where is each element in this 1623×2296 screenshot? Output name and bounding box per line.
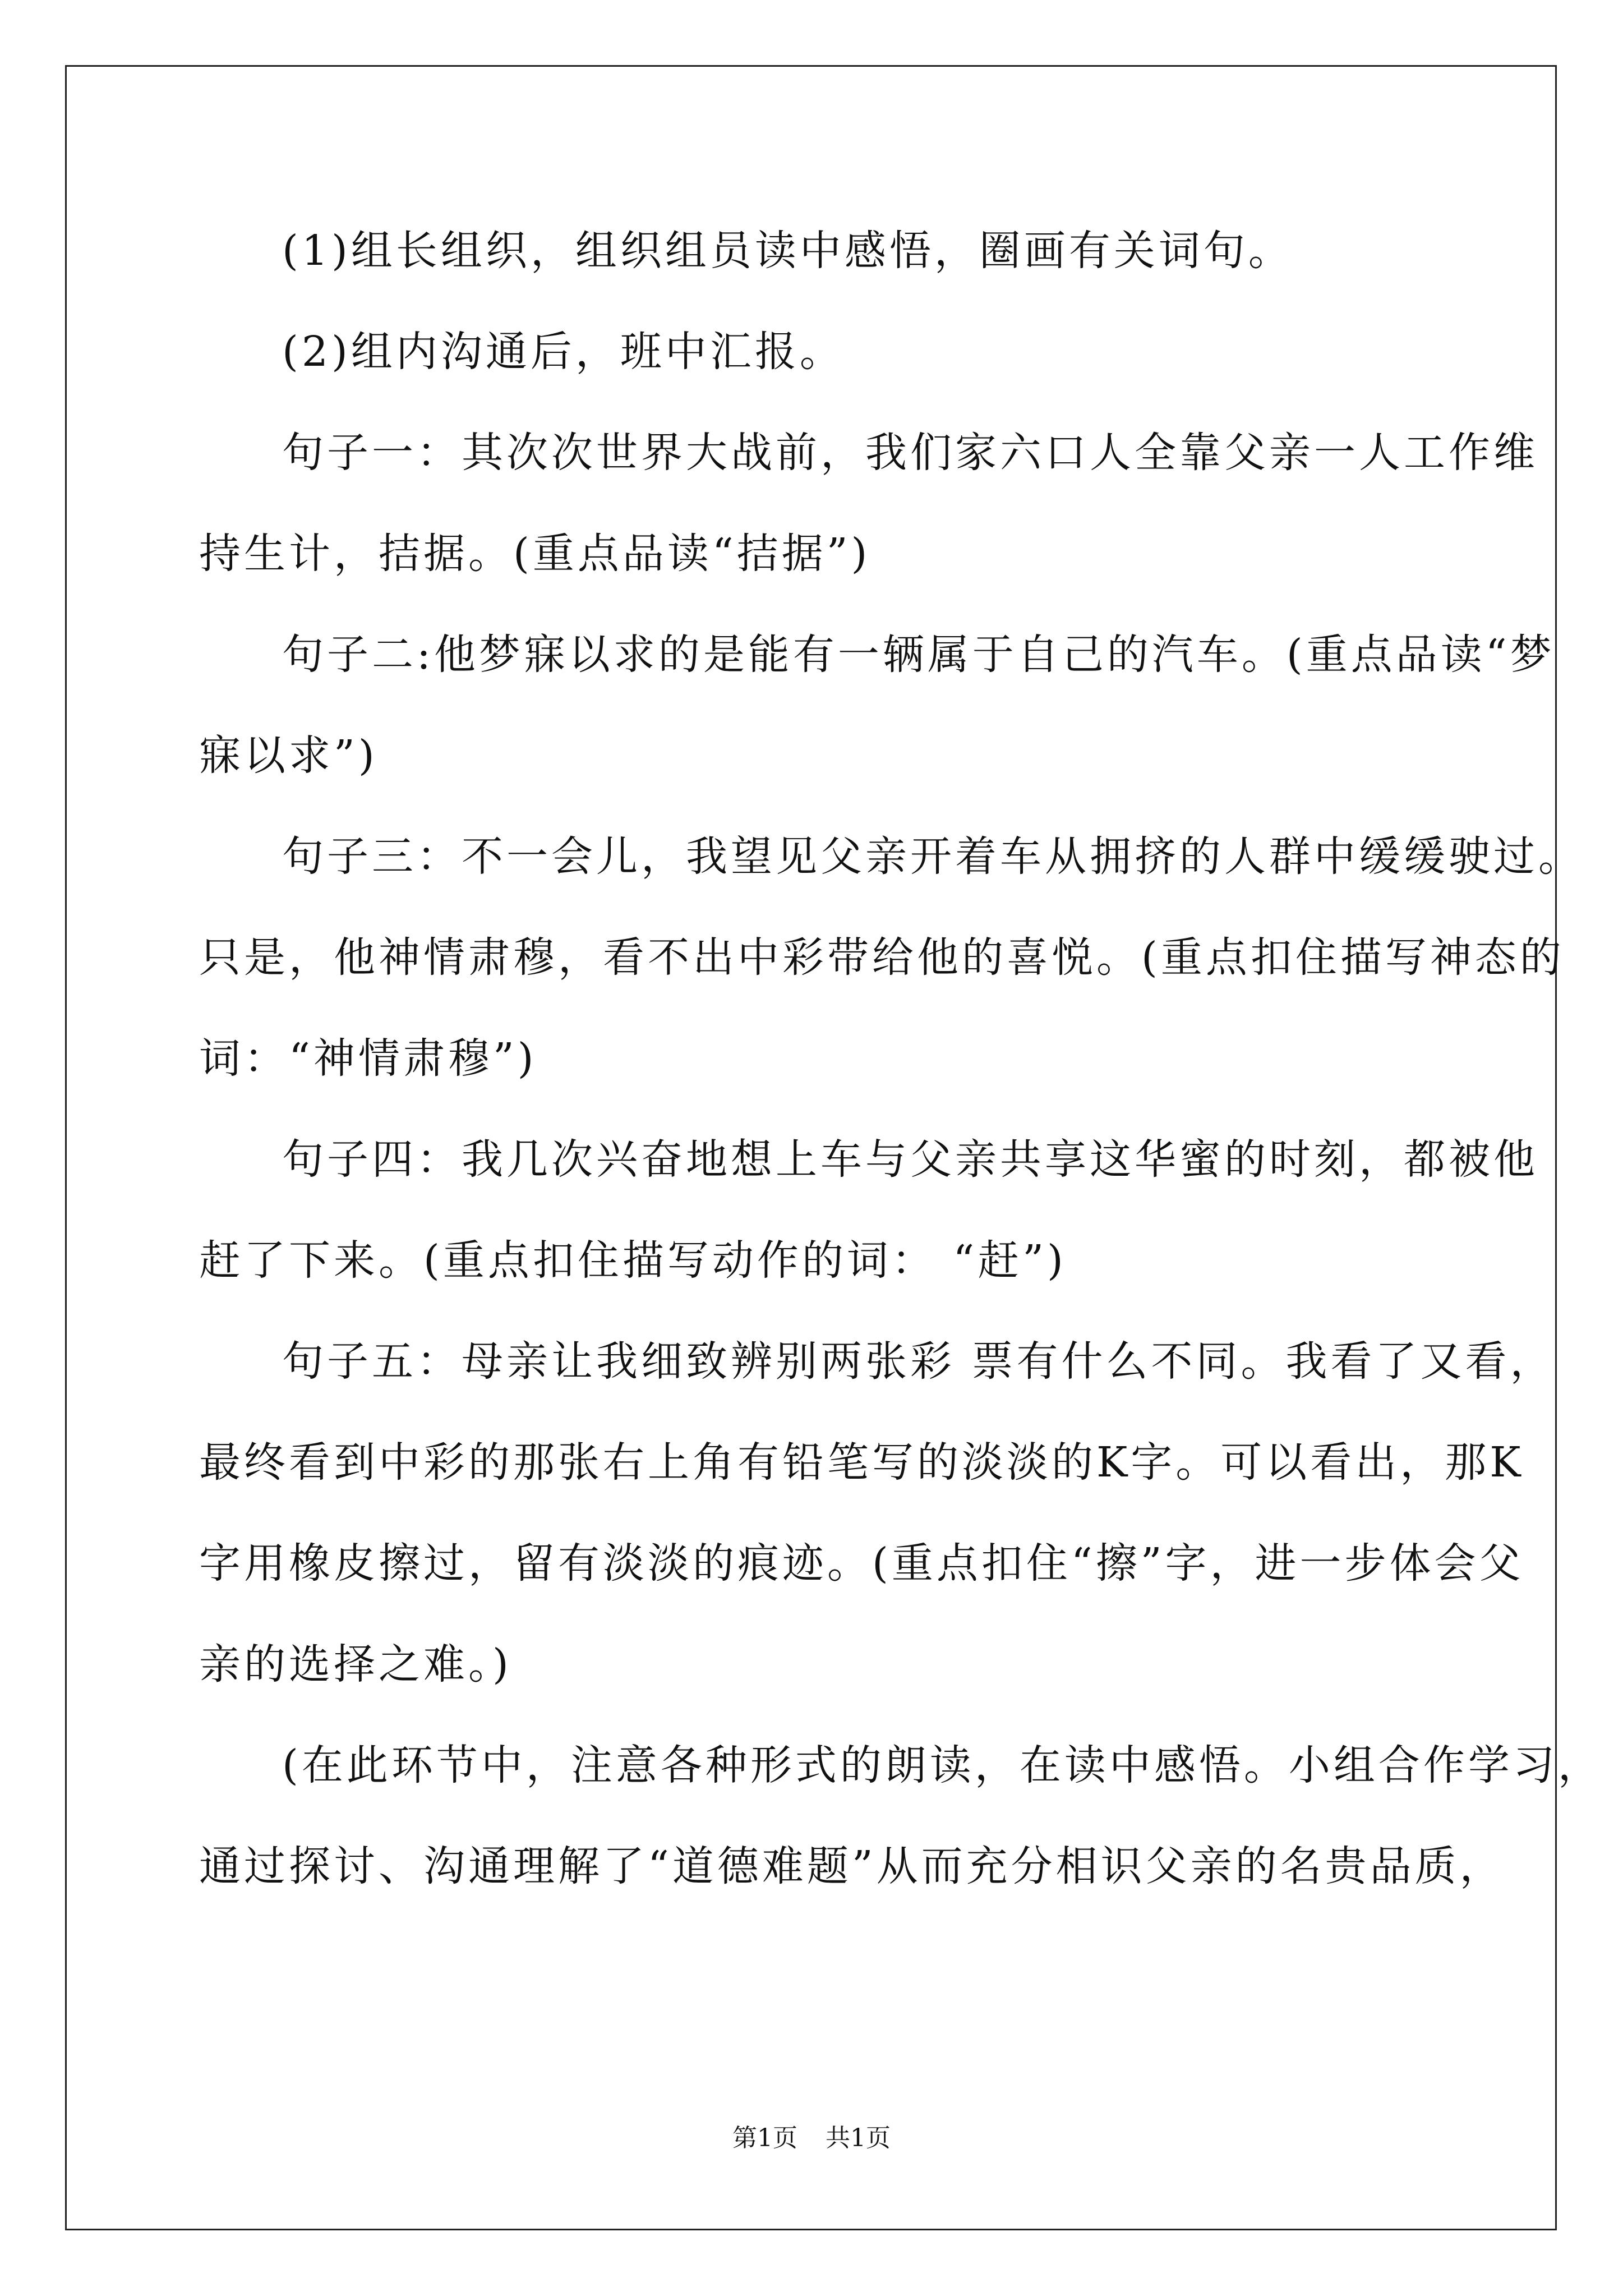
paragraph-line: 句子一：其次次世界大战前，我们家六口人全靠父亲一人工作维 xyxy=(282,429,1538,477)
paragraph-line: 赶了下来。(重点扣住描写动作的词： “赶”) xyxy=(199,1236,1067,1285)
paragraph-line: (2)组内沟通后，班中汇报。 xyxy=(282,328,845,376)
paragraph-line: 句子三：不一会儿，我望见父亲开着车从拥挤的人群中缓缓驶过。 xyxy=(282,832,1583,881)
paragraph-line: (1)组长组织，组织组员读中感悟，圈画有关词句。 xyxy=(282,227,1293,275)
paragraph-line: 持生计，拮据。(重点品读“拮据”) xyxy=(199,530,871,578)
paragraph-line: 词：“神情肃穆”) xyxy=(199,1034,537,1083)
paragraph-line: 寐以求”) xyxy=(199,731,378,780)
paragraph-line: 句子五：母亲让我细致辨别两张彩 票有什么不同。我看了又看， xyxy=(282,1337,1555,1386)
paragraph-line: 通过探讨、沟通理解了“道德难题”从而充分相识父亲的名贵品质， xyxy=(199,1842,1505,1890)
paragraph-line: 只是，他神情肃穆，看不出中彩带给他的喜悦。(重点扣住描写神态的 xyxy=(199,933,1565,982)
paragraph-line: 句子四：我几次兴奋地想上车与父亲共享这华蜜的时刻，都被他 xyxy=(282,1135,1538,1184)
paragraph-line: 句子二:他梦寐以求的是能有一辆属于自己的汽车。(重点品读“梦 xyxy=(282,631,1555,679)
paragraph-line: 最终看到中彩的那张右上角有铅笔写的淡淡的K字。可以看出，那K xyxy=(199,1438,1524,1487)
paragraph-line: 字用橡皮擦过，留有淡淡的痕迹。(重点扣住“擦”字，进一步体会父 xyxy=(199,1539,1524,1588)
page-number: 第1页 xyxy=(732,2124,797,2152)
paragraph-line: (在此环节中，注意各种形式的朗读，在读中感悟。小组合作学习， xyxy=(282,1741,1603,1789)
page-footer xyxy=(0,2126,1623,2151)
page-total: 共1页 xyxy=(826,2124,891,2152)
paragraph-line: 亲的选择之难。) xyxy=(199,1640,512,1688)
